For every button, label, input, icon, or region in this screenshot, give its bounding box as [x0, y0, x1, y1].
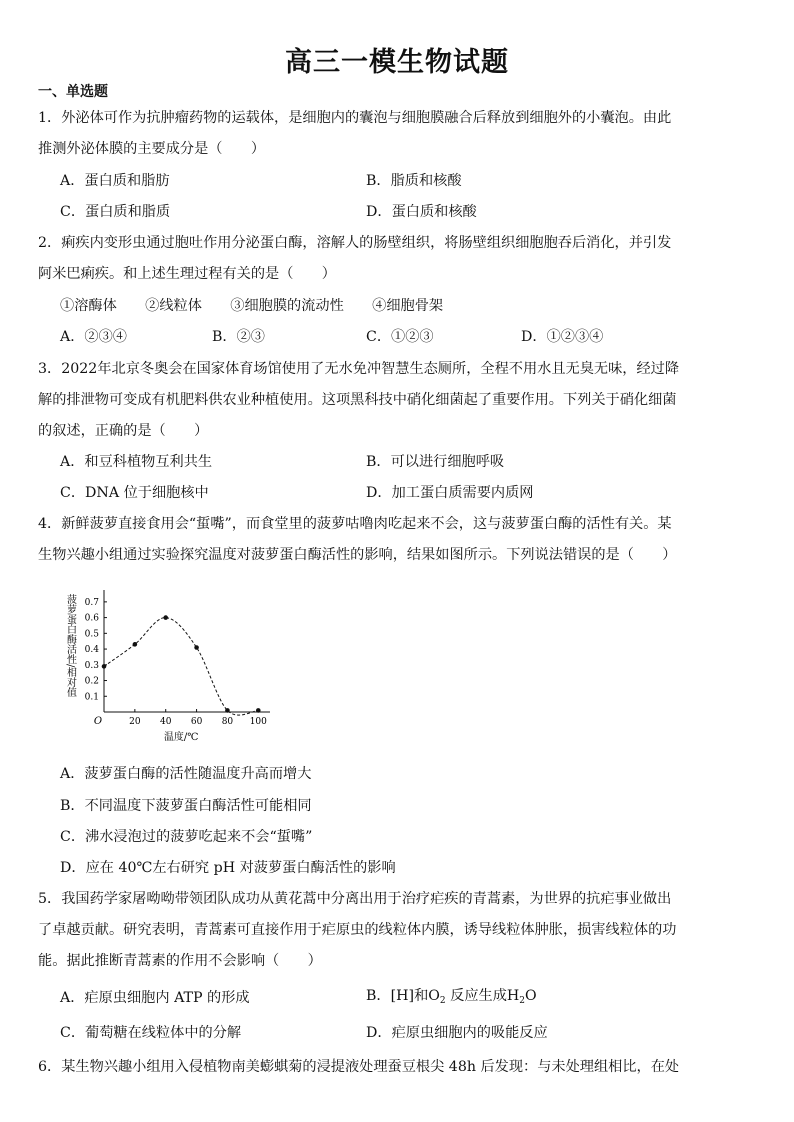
y-tick-label: 0.4 [84, 645, 99, 656]
question-1-option-b: B．脂质和核酸 [366, 173, 462, 189]
x-tick-label: 40 [159, 717, 172, 727]
question-2-option-c: C．①②③ [366, 329, 434, 345]
x-tick-label: 60 [190, 717, 203, 727]
section-heading: 一、单选题 [38, 84, 108, 100]
question-2-items: ①溶酶体 ②线粒体 ③细胞膜的流动性 ④细胞骨架 [60, 298, 444, 314]
y-tick-label: 0.2 [84, 676, 99, 687]
data-point-20 [133, 642, 138, 647]
data-point-40 [163, 615, 168, 620]
question-4-option-c: C．沸水浸泡过的菠萝吃起来不会“蜇嘴” [60, 829, 313, 845]
y-tick-label: 0.7 [84, 597, 99, 608]
question-2-option-b: B．②③ [212, 329, 265, 345]
question-1-line-2: 推测外泌体膜的主要成分是（ ） [38, 141, 266, 157]
data-point-80 [225, 708, 230, 713]
data-point-0 [102, 664, 107, 669]
question-1-option-c: C．蛋白质和脂质 [60, 204, 171, 220]
question-4-option-b: B．不同温度下菠萝蛋白酶活性可能相同 [60, 798, 312, 814]
question-5-line-1: 5．我国药学家屠呦呦带领团队成功从黄花蒿中分离出用于治疗疟疾的青蒿素，为世界的抗疟事业做出 [38, 891, 672, 907]
question-6-line-1: 6．某生物兴趣小组用入侵植物南美蟛蜞菊的浸提液处理蚕豆根尖 48h 后发现：与未处理组相比，在处 [38, 1059, 680, 1075]
data-point-100 [256, 708, 261, 713]
enzyme-activity-chart [56, 582, 296, 750]
y-tick-label: 0.1 [84, 692, 99, 703]
y-tick-label: 0.3 [84, 660, 99, 671]
question-5-option-d: D．疟原虫细胞内的吸能反应 [366, 1025, 548, 1041]
activity-curve [104, 618, 258, 715]
question-4-line-1: 4．新鲜菠萝直接食用会“蜇嘴”，而食堂里的菠萝咕噜肉吃起来不会，这与菠萝蛋白酶的活性有关。某 [38, 516, 672, 532]
option-b-prefix: B． [366, 988, 391, 1004]
question-1-option-a: A．蛋白质和脂肪 [60, 173, 170, 189]
question-3-line-2: 解的排泄物可变成有机肥料供农业种植使用。这项黑科技中硝化细菌起了重要作用。下列关于硝化细菌 [38, 392, 677, 408]
question-3-line-3: 的叙述，正确的是（ ） [38, 423, 209, 439]
option-b-mid: 和O [414, 988, 440, 1004]
question-5-option-b [366, 985, 537, 1006]
y-axis-title: 菠萝蛋白酶活性/相对值 [64, 594, 76, 698]
question-5-option-c: C．葡萄糖在线粒体中的分解 [60, 1025, 242, 1041]
y-tick-label: 0.5 [84, 629, 99, 640]
question-4-line-2: 生物兴趣小组通过实验探究温度对菠萝蛋白酶活性的影响，结果如图所示。下列说法错误的是（ ） [38, 547, 677, 563]
question-4-option-a: A．菠萝蛋白酶的活性随温度升高而增大 [60, 766, 312, 782]
option-b-sub-2: 2 [519, 996, 526, 1006]
question-3-line-1: 3．2022年北京冬奥会在国家体育场馆使用了无水免冲智慧生态厕所，全程不用水且无臭无味，经过降 [38, 361, 680, 377]
question-2-option-a: A．②③④ [60, 329, 127, 345]
question-3-option-b: B．可以进行细胞呼吸 [366, 454, 505, 470]
question-2-line-1: 2．痢疾内变形虫通过胞吐作用分泌蛋白酶，溶解人的肠壁组织，将肠壁组织细胞胞吞后消化，并引发 [38, 235, 672, 251]
y-tick-label: 0.6 [84, 613, 99, 624]
option-b-h: [H] [390, 988, 415, 1004]
option-b-sub-1: 2 [439, 996, 446, 1006]
question-4-option-d: D．应在 40℃左右研究 pH 对菠萝蛋白酶活性的影响 [60, 860, 396, 876]
question-1-line-1: 1．外泌体可作为抗肿瘤药物的运载体，是细胞内的囊泡与细胞膜融合后释放到细胞外的小囊泡。由此 [38, 110, 672, 126]
page-title: 高三一模生物试题 [285, 47, 509, 78]
question-5-option-a: A．疟原虫细胞内 ATP 的形成 [60, 990, 250, 1006]
question-5-line-3: 能。据此推断青蒿素的作用不会影响（ ） [38, 953, 322, 969]
question-1-option-d: D．蛋白质和核酸 [366, 204, 477, 220]
x-tick-label: 80 [221, 717, 234, 727]
x-tick-label: 100 [249, 717, 267, 727]
x-tick-label: 20 [129, 717, 141, 727]
question-3-option-a: A．和豆科植物互利共生 [60, 454, 213, 470]
question-5-line-2: 了卓越贡献。研究表明，青蒿素可直接作用于疟原虫的线粒体内膜，诱导线粒体肿胀，损害线粒体的功 [38, 922, 677, 938]
x-axis-title: 温度/℃ [163, 732, 199, 743]
data-point-60 [194, 645, 199, 650]
option-b-post: 反应生成H [445, 988, 520, 1004]
question-2-line-2: 阿米巴痢疾。和上述生理过程有关的是（ ） [38, 266, 336, 282]
question-2-option-d: D．①②③④ [521, 329, 604, 345]
origin-label: O [93, 716, 103, 727]
option-b-end: O [525, 988, 537, 1004]
question-3-option-c: C．DNA 位于细胞核中 [60, 485, 209, 501]
question-3-option-d: D．加工蛋白质需要内质网 [366, 485, 534, 501]
